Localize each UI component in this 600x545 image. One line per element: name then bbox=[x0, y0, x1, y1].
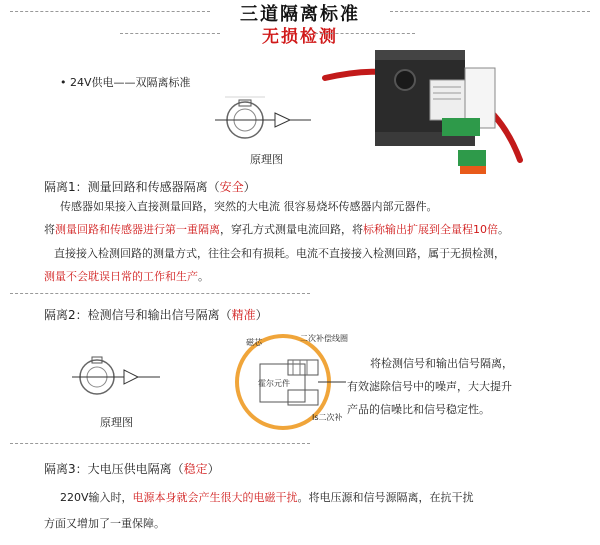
figure1-caption: 原理图 bbox=[250, 153, 283, 166]
principle-diagram-1 bbox=[215, 95, 315, 145]
page-title: 三道隔离标准 bbox=[240, 4, 360, 25]
section1-para4: 测量不会耽误日常的工作和生产。 bbox=[44, 270, 209, 283]
secondary-coil-label: 二次补偿线圈 bbox=[300, 334, 348, 343]
section3-heading: 隔离3：大电压供电隔离（稳定） bbox=[44, 462, 220, 476]
divider-1 bbox=[10, 293, 310, 294]
section3-highlight: 稳定 bbox=[183, 462, 208, 476]
secondary-coil-label-2: Is二次补 bbox=[312, 413, 343, 422]
section2-heading: 隔离2：检测信号和输出信号隔离（精准） bbox=[44, 308, 268, 322]
supply-note bbox=[60, 74, 191, 90]
page-subtitle: 无损检测 bbox=[262, 27, 338, 47]
section3-para2: 方面又增加了一重保障。 bbox=[44, 517, 165, 530]
sensor-device-image bbox=[320, 40, 530, 180]
section2-desc-line1: 将检测信号和输出信号隔离， bbox=[370, 357, 513, 370]
principle-diagram-2 bbox=[72, 350, 162, 405]
coil-label: 磁芯 bbox=[246, 338, 262, 347]
bullet-icon: • bbox=[60, 76, 67, 89]
section1-para1: 传感器如果接入直接测量回路，突然的大电流 很容易烧坏传感器内部元器件。 bbox=[60, 200, 438, 213]
figure2-caption: 原理图 bbox=[100, 416, 133, 429]
title-rule-right bbox=[390, 11, 590, 12]
hall-element-label: 霍尔元件 bbox=[258, 379, 290, 388]
section2-desc-line2: 有效滤除信号中的噪声，大大提升 bbox=[347, 380, 512, 393]
section1-highlight: 安全 bbox=[219, 180, 244, 194]
divider-2 bbox=[10, 443, 310, 444]
section2-highlight: 精准 bbox=[231, 308, 256, 322]
section2-desc-line3: 产品的信噪比和信号稳定性。 bbox=[347, 403, 490, 416]
section1-para3: 直接接入检测回路的测量方式，往往会和有损耗。电流不直接接入检测回路，属于无损检测， bbox=[54, 247, 505, 260]
section3-para1: 220V输入时，电源本身就会产生很大的电磁干扰。将电压源和信号源隔离，在抗干扰 bbox=[60, 491, 474, 504]
section1-para2: 将测量回路和传感器进行第一重隔离，穿孔方式测量电流回路，将标称输出扩展到全量程10倍。 bbox=[44, 223, 509, 236]
subtitle-rule-right bbox=[315, 33, 415, 34]
supply-note-text: 24V供电——双隔离标准 bbox=[70, 76, 191, 89]
section1-heading: 隔离1：测量回路和传感器隔离（安全） bbox=[44, 180, 256, 194]
